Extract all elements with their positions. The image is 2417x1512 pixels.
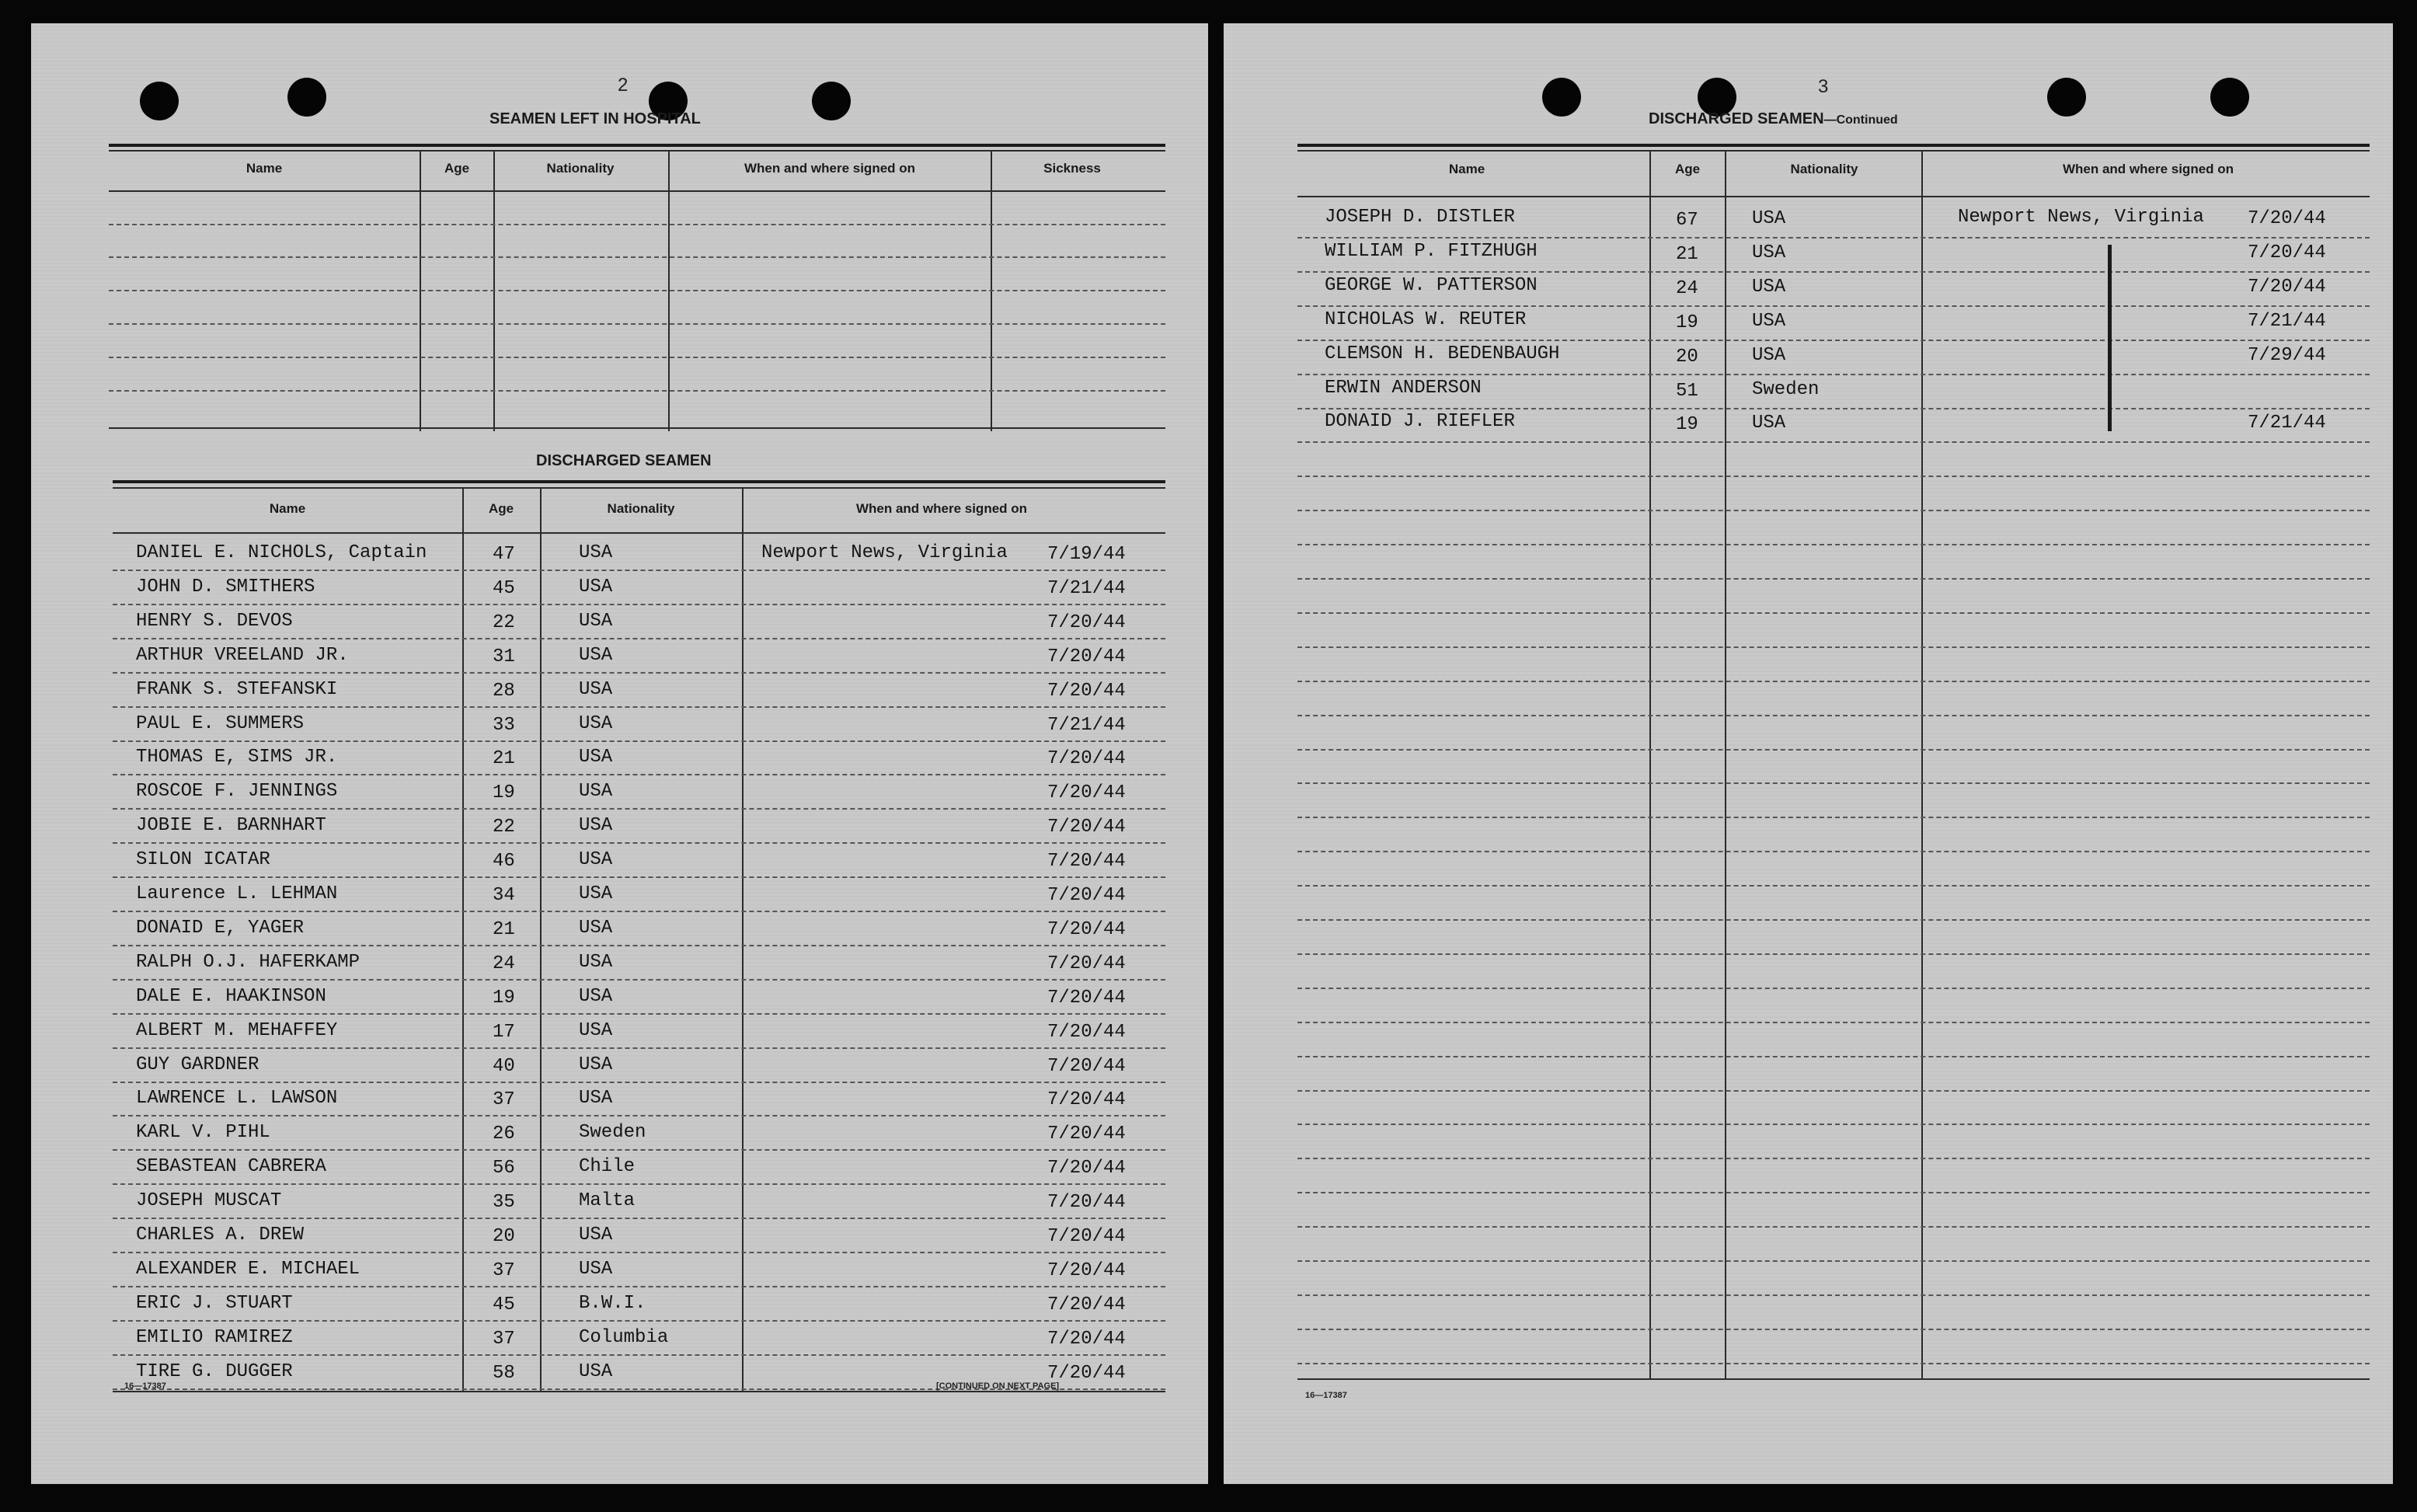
rule — [1297, 1378, 2370, 1380]
seaman-nationality: B.W.I. — [579, 1293, 646, 1314]
row-line — [1297, 1158, 2370, 1159]
seaman-age: 19 — [1676, 312, 1698, 333]
row-line — [1297, 919, 2370, 921]
seaman-nationality: USA — [579, 918, 613, 939]
punch-hole — [2047, 78, 2086, 117]
seaman-age: 58 — [493, 1363, 515, 1384]
seaman-nationality: USA — [579, 883, 613, 904]
seaman-nationality: USA — [579, 815, 613, 836]
row-line — [1297, 1329, 2370, 1330]
seaman-nationality: USA — [579, 542, 613, 563]
seaman-age: 34 — [493, 885, 515, 906]
seaman-nationality: Malta — [579, 1190, 636, 1211]
seaman-name: FRANK S. STEFANSKI — [136, 679, 338, 700]
seaman-age: 37 — [493, 1260, 515, 1281]
seaman-name: DONAID E, YAGER — [136, 918, 305, 939]
row-line — [1297, 271, 2370, 273]
seaman-age: 19 — [1676, 414, 1698, 435]
seaman-age: 21 — [493, 919, 515, 940]
form-number: 16—17387 — [1305, 1391, 1347, 1400]
row-line — [113, 1252, 1165, 1253]
seaman-nationality: USA — [579, 747, 613, 768]
row-line — [1297, 544, 2370, 545]
left-page — [31, 23, 1208, 1484]
signed-on-date: 7/20/44 — [1047, 782, 1126, 803]
column-divider — [1649, 152, 1651, 1379]
signed-on-date: 7/20/44 — [1047, 1056, 1126, 1077]
column-divider — [991, 152, 992, 431]
row-line — [1297, 1056, 2370, 1057]
page-number: 2 — [618, 75, 629, 96]
seaman-name: JOHN D. SMITHERS — [136, 577, 315, 597]
column-divider — [462, 489, 464, 1392]
seaman-nationality: USA — [1752, 413, 1786, 434]
signed-on-date: 7/20/44 — [1047, 1260, 1126, 1281]
heading-main: DISCHARGED SEAMEN — [1649, 110, 1824, 127]
row-line — [1297, 510, 2370, 511]
signed-on-date: 7/21/44 — [2248, 413, 2326, 434]
row-line — [109, 390, 1165, 392]
right-col-signed-on: When and where signed on — [2062, 162, 2234, 176]
form-number: 16—17387 — [124, 1381, 166, 1391]
row-line — [113, 1354, 1165, 1356]
rule — [1297, 150, 2370, 152]
seaman-age: 35 — [493, 1192, 515, 1213]
seaman-nationality: USA — [579, 849, 613, 870]
row-line — [1297, 1124, 2370, 1125]
signed-on-date: 7/29/44 — [2248, 345, 2326, 366]
seaman-nationality: USA — [579, 1361, 613, 1382]
seaman-name: EMILIO RAMIREZ — [136, 1327, 293, 1348]
discharged-heading: DISCHARGED SEAMEN — [536, 452, 712, 469]
row-line — [113, 876, 1165, 878]
seaman-name: KARL V. PIHL — [136, 1122, 270, 1143]
signed-on-date: 7/20/44 — [1047, 1158, 1126, 1179]
signed-on-date: 7/21/44 — [2248, 311, 2326, 332]
rule — [109, 150, 1165, 152]
row-line — [1297, 237, 2370, 239]
seaman-name: HENRY S. DEVOS — [136, 611, 293, 632]
signed-on-date: 7/20/44 — [1047, 953, 1126, 974]
row-line — [109, 323, 1165, 325]
row-line — [113, 1047, 1165, 1049]
row-line — [1297, 305, 2370, 307]
seaman-nationality: USA — [579, 1225, 613, 1245]
row-line — [1297, 851, 2370, 852]
signed-on-date: 7/20/44 — [1047, 1192, 1126, 1213]
rule — [1297, 144, 2370, 147]
discharged-col-name: Name — [269, 501, 306, 516]
hospital-col-nationality: Nationality — [546, 161, 615, 176]
seaman-nationality: USA — [579, 781, 613, 802]
row-line — [1297, 1192, 2370, 1193]
rule — [109, 144, 1165, 147]
row-line — [1297, 374, 2370, 375]
hospital-heading: SEAMEN LEFT IN HOSPITAL — [489, 110, 701, 127]
seaman-name: ALEXANDER E. MICHAEL — [136, 1259, 360, 1280]
row-line — [113, 945, 1165, 946]
right-page — [1224, 23, 2393, 1484]
row-line — [113, 1082, 1165, 1083]
hospital-col-signed-on: When and where signed on — [744, 161, 916, 176]
seaman-nationality: USA — [579, 1088, 613, 1109]
row-line — [1297, 578, 2370, 580]
row-line — [113, 706, 1165, 708]
signed-on-date: 7/20/44 — [1047, 1022, 1126, 1043]
seaman-age: 26 — [493, 1124, 515, 1144]
seaman-nationality: USA — [1752, 345, 1786, 366]
seaman-nationality: USA — [579, 611, 613, 632]
punch-hole — [2210, 78, 2249, 117]
row-line — [113, 1183, 1165, 1185]
signed-on-date: 7/20/44 — [2248, 208, 2326, 229]
seaman-age: 17 — [493, 1022, 515, 1043]
seaman-nationality: Sweden — [1752, 379, 1820, 400]
seaman-age: 22 — [493, 817, 515, 838]
signed-on-date: 7/20/44 — [1047, 1363, 1126, 1384]
signed-on-date: 7/20/44 — [1047, 1226, 1126, 1247]
column-divider — [742, 489, 744, 1392]
row-line — [109, 357, 1165, 358]
punch-hole — [287, 78, 326, 117]
rule — [113, 480, 1165, 483]
right-col-name: Name — [1448, 162, 1485, 176]
punch-hole — [140, 82, 179, 120]
seaman-name: GUY GARDNER — [136, 1054, 259, 1075]
discharged-col-signed-on: When and where signed on — [855, 501, 1028, 516]
seaman-age: 51 — [1676, 381, 1698, 402]
seaman-age: 24 — [1676, 278, 1698, 299]
seaman-nationality: USA — [579, 1054, 613, 1075]
row-line — [109, 256, 1165, 258]
seaman-age: 45 — [493, 578, 515, 599]
seaman-name: ERIC J. STUART — [136, 1293, 293, 1314]
seaman-age: 46 — [493, 851, 515, 872]
right-col-age: Age — [1674, 162, 1701, 176]
hospital-col-name: Name — [246, 161, 283, 176]
seaman-name: LAWRENCE L. LAWSON — [136, 1088, 338, 1109]
discharged-continued-heading — [1649, 110, 1898, 128]
seaman-age: 24 — [493, 953, 515, 974]
seaman-age: 22 — [493, 612, 515, 633]
discharged-col-age: Age — [488, 501, 514, 516]
seaman-nationality: USA — [579, 1259, 613, 1280]
row-line — [113, 1218, 1165, 1219]
seaman-name: ARTHUR VREELAND JR. — [136, 645, 349, 666]
punch-hole — [812, 82, 851, 120]
row-line — [113, 672, 1165, 674]
signed-on-date: 7/20/44 — [1047, 748, 1126, 769]
row-line — [113, 638, 1165, 639]
seaman-age: 19 — [493, 988, 515, 1009]
row-line — [113, 1013, 1165, 1015]
seaman-age: 67 — [1676, 210, 1698, 231]
punch-hole — [1542, 78, 1581, 117]
seaman-name: GEORGE W. PATTERSON — [1325, 275, 1538, 296]
row-line — [1297, 1363, 2370, 1364]
row-line — [1297, 646, 2370, 648]
hospital-col-age: Age — [444, 161, 470, 176]
seaman-age: 37 — [493, 1089, 515, 1110]
signed-on-date: 7/20/44 — [1047, 646, 1126, 667]
seaman-name: JOSEPH MUSCAT — [136, 1190, 282, 1211]
row-line — [113, 842, 1165, 844]
row-line — [113, 911, 1165, 912]
seaman-nationality: Columbia — [579, 1327, 669, 1348]
seaman-nationality: USA — [1752, 242, 1786, 263]
column-divider — [1921, 152, 1923, 1379]
seaman-name: ERWIN ANDERSON — [1325, 378, 1482, 399]
row-line — [1297, 476, 2370, 477]
rule — [109, 427, 1165, 429]
seaman-name: PAUL E. SUMMERS — [136, 713, 305, 734]
seaman-age: 31 — [493, 646, 515, 667]
row-line — [1297, 988, 2370, 989]
seaman-name: DANIEL E. NICHOLS, Captain — [136, 542, 427, 563]
seaman-name: SILON ICATAR — [136, 849, 270, 870]
row-line — [1297, 681, 2370, 682]
row-line — [113, 570, 1165, 571]
seaman-nationality: Chile — [579, 1156, 636, 1177]
row-line — [109, 224, 1165, 225]
seaman-name: ALBERT M. MEHAFFEY — [136, 1020, 338, 1041]
seaman-age: 37 — [493, 1329, 515, 1350]
seaman-name: ROSCOE F. JENNINGS — [136, 781, 338, 802]
signed-on-date: 7/20/44 — [1047, 681, 1126, 702]
row-line — [1297, 1294, 2370, 1296]
seaman-age: 21 — [493, 748, 515, 769]
row-line — [113, 604, 1165, 605]
ditto-mark — [2108, 245, 2112, 431]
seaman-age: 33 — [493, 715, 515, 736]
row-line — [109, 290, 1165, 291]
signed-on-date: 7/20/44 — [1047, 851, 1126, 872]
seaman-age: 21 — [1676, 244, 1698, 265]
row-line — [1297, 408, 2370, 409]
heading-suffix: —Continued — [1823, 113, 1898, 127]
column-divider — [668, 152, 670, 431]
signed-on-date: 7/19/44 — [1047, 544, 1126, 565]
seaman-age: 40 — [493, 1056, 515, 1077]
row-line — [1297, 749, 2370, 751]
signed-on-date: 7/20/44 — [1047, 1294, 1126, 1315]
rule — [1297, 196, 2370, 197]
column-divider — [540, 489, 542, 1392]
signed-on-date: 7/20/44 — [1047, 988, 1126, 1009]
seaman-name: SEBASTEAN CABRERA — [136, 1156, 326, 1177]
seaman-age: 20 — [1676, 347, 1698, 368]
seaman-age: 28 — [493, 681, 515, 702]
row-line — [113, 1320, 1165, 1322]
signed-on-date: 7/20/44 — [1047, 1089, 1126, 1110]
seaman-name: JOBIE E. BARNHART — [136, 815, 326, 836]
column-divider — [493, 152, 495, 431]
right-col-nationality: Nationality — [1790, 162, 1858, 176]
signed-on-place: Newport News, Virginia — [1958, 207, 2204, 228]
column-divider — [420, 152, 421, 431]
row-line — [1297, 953, 2370, 955]
seaman-name: TIRE G. DUGGER — [136, 1361, 293, 1382]
seaman-name: JOSEPH D. DISTLER — [1325, 207, 1515, 228]
seaman-name: WILLIAM P. FITZHUGH — [1325, 241, 1538, 262]
seaman-nationality: USA — [579, 713, 613, 734]
signed-on-place: Newport News, Virginia — [761, 542, 1008, 563]
seaman-nationality: Sweden — [579, 1122, 646, 1143]
seaman-nationality: USA — [579, 679, 613, 700]
row-line — [1297, 1090, 2370, 1092]
row-line — [1297, 612, 2370, 614]
row-line — [113, 1149, 1165, 1151]
seaman-name: CLEMSON H. BEDENBAUGH — [1325, 343, 1560, 364]
seaman-age: 45 — [493, 1294, 515, 1315]
seaman-nationality: USA — [1752, 311, 1786, 332]
rule — [113, 532, 1165, 534]
signed-on-date: 7/20/44 — [2248, 242, 2326, 263]
row-line — [1297, 340, 2370, 341]
hospital-col-sickness: Sickness — [1043, 161, 1101, 176]
signed-on-date: 7/20/44 — [1047, 612, 1126, 633]
seaman-age: 20 — [493, 1226, 515, 1247]
row-line — [1297, 715, 2370, 716]
signed-on-date: 7/21/44 — [1047, 578, 1126, 599]
rule — [109, 190, 1165, 192]
row-line — [113, 740, 1165, 742]
signed-on-date: 7/21/44 — [1047, 715, 1126, 736]
seaman-nationality: USA — [579, 577, 613, 597]
signed-on-date: 7/20/44 — [2248, 277, 2326, 298]
discharged-col-nationality: Nationality — [607, 501, 675, 516]
rule — [113, 1391, 1165, 1392]
row-line — [1297, 1022, 2370, 1023]
column-divider — [1725, 152, 1726, 1379]
signed-on-date: 7/20/44 — [1047, 919, 1126, 940]
row-line — [1297, 1260, 2370, 1262]
seaman-nationality: USA — [1752, 208, 1786, 229]
signed-on-date: 7/20/44 — [1047, 1124, 1126, 1144]
signed-on-date: 7/20/44 — [1047, 885, 1126, 906]
seaman-name: Laurence L. LEHMAN — [136, 883, 338, 904]
seaman-name: THOMAS E, SIMS JR. — [136, 747, 338, 768]
rule — [113, 487, 1165, 489]
row-line — [113, 979, 1165, 981]
seaman-name: NICHOLAS W. REUTER — [1325, 309, 1527, 330]
row-line — [113, 1115, 1165, 1117]
seaman-nationality: USA — [579, 952, 613, 973]
seaman-name: DALE E. HAAKINSON — [136, 986, 326, 1007]
row-line — [1297, 441, 2370, 443]
seaman-nationality: USA — [579, 986, 613, 1007]
seaman-name: CHARLES A. DREW — [136, 1225, 305, 1245]
seaman-name: RALPH O.J. HAFERKAMP — [136, 952, 360, 973]
seaman-age: 56 — [493, 1158, 515, 1179]
continued-note: [CONTINUED ON NEXT PAGE] — [936, 1381, 1060, 1391]
row-line — [113, 1286, 1165, 1287]
row-line — [1297, 1226, 2370, 1228]
seaman-age: 47 — [493, 544, 515, 565]
row-line — [113, 808, 1165, 810]
seaman-age: 19 — [493, 782, 515, 803]
row-line — [1297, 817, 2370, 818]
seaman-nationality: USA — [579, 1020, 613, 1041]
signed-on-date: 7/20/44 — [1047, 817, 1126, 838]
row-line — [1297, 782, 2370, 784]
seaman-nationality: USA — [579, 645, 613, 666]
row-line — [113, 774, 1165, 775]
row-line — [1297, 885, 2370, 887]
page-number: 3 — [1818, 76, 1829, 97]
signed-on-date: 7/20/44 — [1047, 1329, 1126, 1350]
seaman-nationality: USA — [1752, 277, 1786, 298]
seaman-name: DONAID J. RIEFLER — [1325, 411, 1515, 432]
